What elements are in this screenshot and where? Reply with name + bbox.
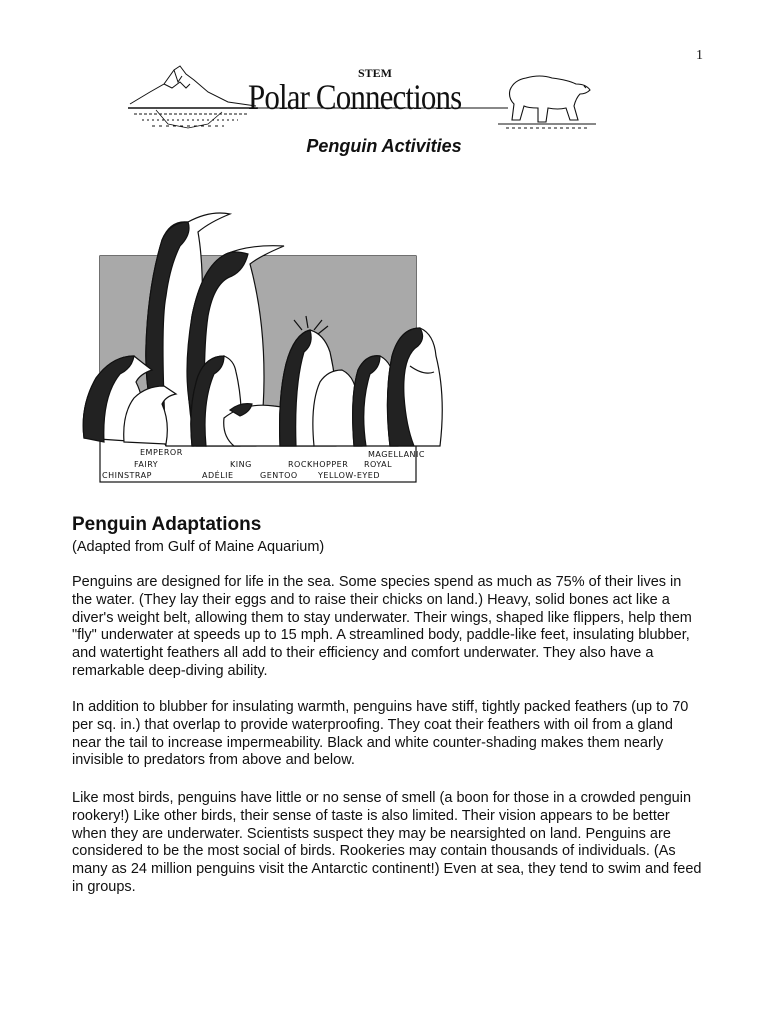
iceberg-illustration xyxy=(128,66,258,128)
label-magellanic: MAGELLANIC xyxy=(368,450,425,459)
page-number: 1 xyxy=(696,48,703,63)
label-king: KING xyxy=(230,460,252,469)
body-paragraph: In addition to blubber for insulating warmth, penguins have stiff, tightly packed feathers (up to 70 per sq. in.) that overlap to provide waterproofing. They coat their feathers with oil from a gland near the tail to increase impermeability. Black and white counter-shading makes them nearly invisible to predators from above and below. xyxy=(72,699,689,769)
polar-bear-illustration xyxy=(498,76,596,128)
label-rockhopper: ROCKHOPPER xyxy=(288,460,349,469)
section-title: Penguin Adaptations xyxy=(72,514,262,535)
body-paragraph: Penguins are designed for life in the sea. Some species spend as much as 75% of their lives in the water. (They lay their eggs and to raise their chicks on land.) Heavy, solid bones act like a diver's weight belt, allowing them to stay underwater. Their wings, shaped like flippers, help them "fly" underwater at speeds up to 15 mph. A streamlined body, paddle-like feet, insulating blubber, and watertight feathers all add to their efficiency and comfort underwater. They also have a remarkable deep-diving ability. xyxy=(72,574,692,679)
kicker-label: STEM xyxy=(358,66,393,80)
label-yellow-eyed: YELLOW-EYED xyxy=(318,471,380,480)
label-fairy: FAIRY xyxy=(134,460,159,469)
label-emperor: EMPEROR xyxy=(140,448,183,457)
label-gentoo: GENTOO xyxy=(260,471,298,480)
source-attribution: (Adapted from Gulf of Maine Aquarium) xyxy=(72,539,325,555)
label-adelie: ADÉLIE xyxy=(202,471,234,480)
body-paragraph: Like most birds, penguins have little or no sense of smell (a boon for those in a crowded penguin rookery!) Like other birds, their sense of taste is also limited. Their vision appears to be better when they are underwater. Scientists suspect they may be nearsighted on land. Penguins are considered to be the most social of birds. Rookeries may contain thousands of individuals. (As many as 24 million penguins visit the Antarctic continent!) Even at sea, they tend to swim and feed in groups. xyxy=(72,790,702,895)
masthead-title: Polar Connections xyxy=(248,77,462,117)
label-royal: ROYAL xyxy=(364,460,393,469)
label-chinstrap: CHINSTRAP xyxy=(102,471,152,480)
masthead-banner xyxy=(128,62,598,134)
page-subtitle: Penguin Activities xyxy=(306,136,462,156)
penguin-species-illustration xyxy=(74,206,454,492)
